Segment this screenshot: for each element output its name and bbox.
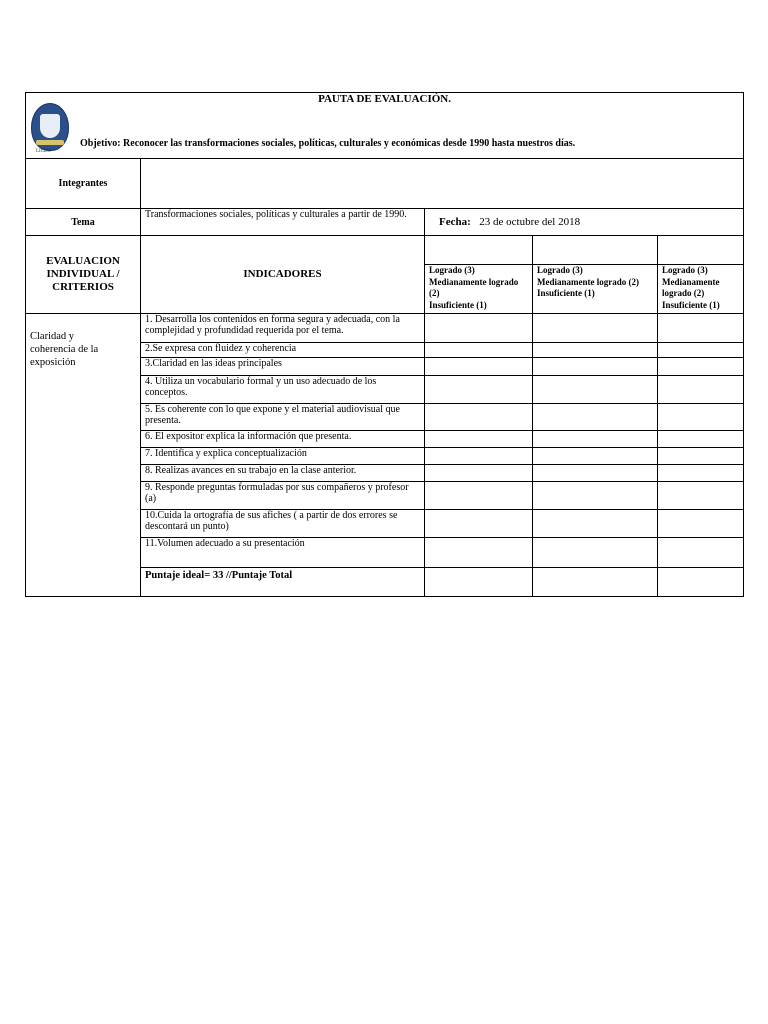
indicator-row: 3.Claridad en las ideas principales	[141, 358, 425, 376]
scale-medianamente: Medianamente logrado (2)	[537, 276, 639, 287]
score-cell[interactable]	[533, 448, 658, 465]
tema-value: Transformaciones sociales, políticas y culturales a partir de 1990.	[141, 209, 425, 236]
indicadores-header: INDICADORES	[141, 236, 425, 314]
score-cell[interactable]	[533, 343, 658, 358]
score-cell[interactable]	[658, 358, 744, 376]
score-header-blank	[425, 236, 533, 265]
score-cell[interactable]	[425, 343, 533, 358]
score-cell[interactable]	[533, 465, 658, 482]
score-cell[interactable]	[425, 538, 533, 568]
score-cell[interactable]	[425, 510, 533, 538]
total-score-cell[interactable]	[425, 568, 533, 597]
score-cell[interactable]	[658, 431, 744, 448]
criterios-header: EVALUACION INDIVIDUAL / CRITERIOS	[26, 236, 141, 314]
indicator-row: 5. Es coherente con lo que expone y el material audiovisual que presenta.	[141, 404, 425, 431]
indicator-row: 11.Volumen adecuado a su presentación	[141, 538, 425, 568]
score-cell[interactable]	[425, 448, 533, 465]
total-score-label: Puntaje ideal= 33 //Puntaje Total	[141, 568, 425, 597]
scale-insuficiente: Insuficiente (1)	[429, 299, 487, 310]
score-cell[interactable]	[533, 358, 658, 376]
evaluation-rubric	[25, 92, 743, 596]
objective-text: Objetivo: Reconocer las transformaciones sociales, políticas, culturales y económicas desde 1990 hasta nuestros días.	[80, 138, 576, 149]
indicator-row: 7. Identifica y explica conceptualización	[141, 448, 425, 465]
score-cell[interactable]	[658, 538, 744, 568]
score-cell[interactable]	[658, 510, 744, 538]
header-cell	[26, 93, 744, 159]
score-cell[interactable]	[533, 314, 658, 343]
score-cell[interactable]	[533, 538, 658, 568]
scale-logrado: Logrado (3)	[429, 265, 475, 275]
indicator-row: 6. El expositor explica la información que presenta.	[141, 431, 425, 448]
score-cell[interactable]	[658, 448, 744, 465]
tema-label: Tema	[26, 209, 141, 236]
scale-legend	[658, 265, 744, 314]
score-cell[interactable]	[533, 431, 658, 448]
score-cell[interactable]	[533, 404, 658, 431]
score-cell[interactable]	[425, 358, 533, 376]
rubric-table	[25, 92, 744, 597]
scale-logrado: Logrado (3)	[662, 265, 708, 275]
indicator-row: 9. Responde preguntas formuladas por sus compañeros y profesor (a)	[141, 482, 425, 510]
scale-medianamente: Medianamente logrado (2)	[429, 276, 519, 298]
score-header-blank	[533, 236, 658, 265]
score-header-blank	[658, 236, 744, 265]
scale-legend	[425, 265, 533, 314]
score-cell[interactable]	[658, 314, 744, 343]
indicator-row: 2.Se expresa con fluidez y coherencia	[141, 343, 425, 358]
scale-logrado: Logrado (3)	[537, 265, 583, 275]
score-cell[interactable]	[533, 510, 658, 538]
score-cell[interactable]	[425, 314, 533, 343]
scale-legend	[533, 265, 658, 314]
page-title: PAUTA DE EVALUACIÓN.	[318, 93, 451, 105]
score-cell[interactable]	[425, 431, 533, 448]
scale-insuficiente: Insuficiente (1)	[662, 299, 720, 310]
school-seal-icon	[31, 103, 69, 151]
indicator-row: 4. Utiliza un vocabulario formal y un uso adecuado de los conceptos.	[141, 376, 425, 404]
criterion-cell: Claridad y coherencia de la exposición	[26, 314, 141, 597]
fecha-value: 23 de octubre del 2018	[479, 215, 581, 228]
total-score-cell[interactable]	[658, 568, 744, 597]
score-cell[interactable]	[425, 404, 533, 431]
score-cell[interactable]	[658, 376, 744, 404]
score-cell[interactable]	[533, 376, 658, 404]
integrantes-label: Integrantes	[26, 159, 141, 209]
scale-medianamente: Medianamente logrado (2)	[662, 276, 720, 298]
fecha-cell	[425, 209, 744, 236]
fecha-label: Fecha:	[439, 215, 471, 228]
score-cell[interactable]	[658, 482, 744, 510]
indicator-row: 1. Desarrolla los contenidos en forma segura y adecuada, con la complejidad y profundidad requerida por el tema.	[141, 314, 425, 343]
score-cell[interactable]	[658, 465, 744, 482]
indicator-row: 10.Cuida la ortografía de sus afiches ( a partir de dos errores se descontará un punto)	[141, 510, 425, 538]
score-cell[interactable]	[533, 482, 658, 510]
score-cell[interactable]	[658, 404, 744, 431]
score-cell[interactable]	[425, 482, 533, 510]
total-score-cell[interactable]	[533, 568, 658, 597]
score-cell[interactable]	[658, 343, 744, 358]
score-cell[interactable]	[425, 465, 533, 482]
indicator-row: 8. Realizas avances en su trabajo en la clase anterior.	[141, 465, 425, 482]
scale-insuficiente: Insuficiente (1)	[537, 288, 595, 298]
seal-label: LICEO	[36, 149, 51, 154]
score-cell[interactable]	[425, 376, 533, 404]
integrantes-field[interactable]	[141, 159, 744, 209]
